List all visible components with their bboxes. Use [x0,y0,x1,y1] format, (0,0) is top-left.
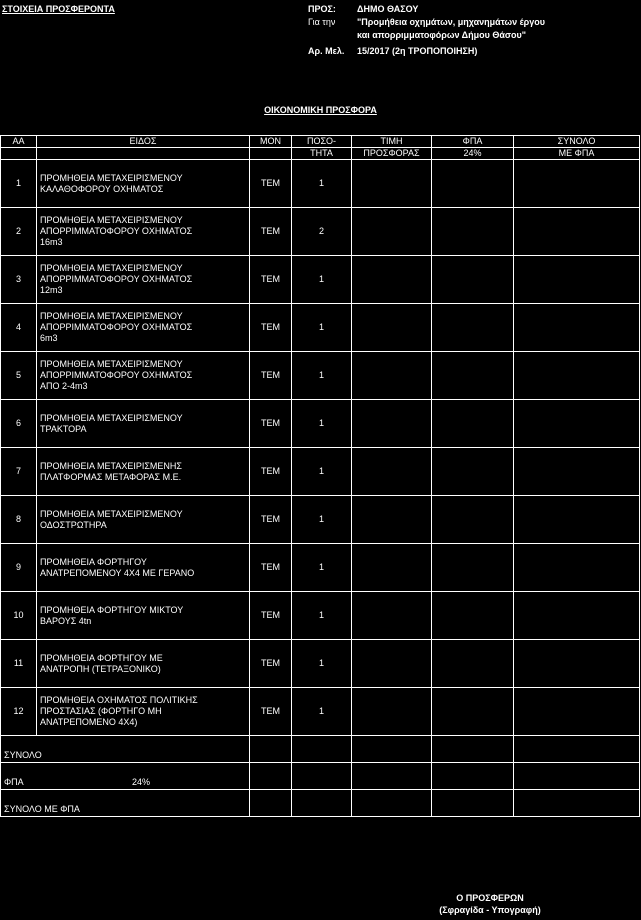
item-description-line: ΠΡΟΜΗΘΕΙΑ ΜΕΤΑΧΕΙΡΙΣΜΕΝΗΣ [40,460,182,471]
vat-cell[interactable] [432,160,514,208]
empty-cell [250,736,292,763]
table-row [1,160,640,208]
item-description-line: 6m3 [40,333,58,343]
total-cell[interactable] [514,160,640,208]
to-label: ΠΡΟΣ: [308,4,336,14]
row-number: 6 [1,400,37,448]
price-cell[interactable] [352,304,432,352]
price-cell[interactable] [352,592,432,640]
quantity: 1 [292,160,352,208]
vat-cell[interactable] [432,448,514,496]
total-label: ΣΥΝΟΛΟ [1,736,250,763]
grand-total-label: ΣΥΝΟΛΟ ΜΕ ΦΠΑ [1,790,250,817]
col-unit: ΜΟΝ [250,136,292,148]
item-description [37,640,250,688]
item-description-line: ΒΑΡΟΥΣ 4tn [40,615,92,626]
item-description-line: ΠΡΟΜΗΘΕΙΑ ΜΕΤΑΧΕΙΡΙΣΜΕΝΟΥ [40,263,183,273]
quantity: 1 [292,496,352,544]
summary-grand-total-row [1,790,640,817]
item-description-line: ΚΑΛΑΘΟΦΟΡΟΥ ΟΧΗΜΑΤΟΣ [40,183,164,194]
row-number: 1 [1,160,37,208]
vat-cell[interactable] [432,304,514,352]
empty-cell [250,763,292,790]
vat-label-cell [1,763,250,790]
item-description [37,400,250,448]
item-description-line: ΠΡΟΜΗΘΕΙΑ ΜΕΤΑΧΕΙΡΙΣΜΕΝΟΥ [40,311,183,321]
col-aa: ΑΑ [1,136,37,148]
unit: ΤΕΜ [250,304,292,352]
offer-table [0,135,640,817]
signature-block [390,892,590,916]
col-price: ΤΙΜΗ [352,136,432,148]
empty-cell [352,763,432,790]
quantity: 1 [292,688,352,736]
quantity: 1 [292,640,352,688]
page-title: ΟΙΚΟΝΟΜΙΚΗ ΠΡΟΣΦΟΡΑ [264,105,377,115]
item-description-line: ΠΡΟΜΗΘΕΙΑ ΜΕΤΑΧΕΙΡΙΣΜΕΝΟΥ [40,508,183,519]
price-cell[interactable] [352,256,432,304]
total-cell[interactable] [514,688,640,736]
empty-cell [292,736,352,763]
item-description-line: 16m3 [40,237,63,247]
item-description-line: ΠΡΟΣΤΑΣΙΑΣ (ΦΟΡΤΗΓΟ ΜΗ [40,706,162,716]
bidder-details-heading: ΣΤΟΙΧΕΙΑ ΠΡΟΣΦΕΡΟΝΤΑ [2,4,115,14]
empty-cell [352,736,432,763]
unit: ΤΕΜ [250,208,292,256]
total-cell[interactable] [514,352,640,400]
row-number: 7 [1,448,37,496]
table-row [1,496,640,544]
project-title-line-1: "Προμήθεια οχημάτων, μηχανημάτων έργου [357,17,545,27]
unit: ΤΕΜ [250,688,292,736]
item-description-line: ΠΡΟΜΗΘΕΙΑ ΜΕΤΑΧΕΙΡΙΣΜΕΝΟΥ [40,172,183,183]
empty-cell [1,148,37,160]
price-cell[interactable] [352,160,432,208]
quantity: 1 [292,400,352,448]
item-description-line: ΠΡΟΜΗΘΕΙΑ ΜΕΤΑΧΕΙΡΙΣΜΕΝΟΥ [40,215,183,225]
col-qty-2: ΤΗΤΑ [292,148,352,160]
row-number: 3 [1,256,37,304]
total-cell[interactable] [514,208,640,256]
empty-cell [432,736,514,763]
item-description [37,592,250,640]
table-row [1,208,640,256]
item-description [37,160,250,208]
vat-rate: 24% [132,777,151,787]
vat-cell[interactable] [432,592,514,640]
item-description [37,688,250,736]
item-description-line: ΑΝΑΤΡΕΠΟΜΕΝΟ 4Χ4) [40,717,138,727]
total-cell[interactable] [514,448,640,496]
item-description-line: ΑΝΑΤΡΕΠΟΜΕΝΟΥ 4Χ4 ΜΕ ΓΕΡΑΝΟ [40,567,195,578]
item-description [37,304,250,352]
table-row [1,352,640,400]
vat-cell[interactable] [432,256,514,304]
table-row [1,688,640,736]
total-cell[interactable] [514,496,640,544]
col-vat-2: 24% [432,148,514,160]
item-description-line: ΠΡΟΜΗΘΕΙΑ ΜΕΤΑΧΕΙΡΙΣΜΕΝΟΥ [40,359,183,369]
row-number: 11 [1,640,37,688]
item-description [37,496,250,544]
col-total: ΣΥΝΟΛΟ [514,136,640,148]
vat-cell[interactable] [432,400,514,448]
vat-label: ΦΠΑ [4,777,24,787]
col-total-2: ΜΕ ΦΠΑ [514,148,640,160]
unit: ΤΕΜ [250,352,292,400]
price-cell[interactable] [352,640,432,688]
col-price-2: ΠΡΟΣΦΟΡΑΣ [352,148,432,160]
table-row [1,544,640,592]
signature-note: (Σφραγίδα - Υπογραφή) [439,905,541,915]
unit: ΤΕΜ [250,256,292,304]
item-description [37,208,250,256]
summary-total-row [1,736,640,763]
price-cell[interactable] [352,688,432,736]
row-number: 8 [1,496,37,544]
total-value-cell[interactable] [514,736,640,763]
unit: ΤΕΜ [250,448,292,496]
to-value: ΔΗΜΟ ΘΑΣΟΥ [357,4,419,14]
unit: ΤΕΜ [250,496,292,544]
ref-value: 15/2017 (2η ΤΡΟΠΟΠΟΙΗΣΗ) [357,46,478,56]
item-description-line: ΠΡΟΜΗΘΕΙΑ ΦΟΡΤΗΓΟΥ ΜΕ [40,652,163,663]
vat-cell[interactable] [432,496,514,544]
empty-cell [292,790,352,817]
vat-value-cell[interactable] [514,763,640,790]
quantity: 1 [292,304,352,352]
unit: ΤΕΜ [250,400,292,448]
row-number: 9 [1,544,37,592]
project-title-line-2: και απορριμματοφόρων Δήμου Θάσου" [357,30,527,40]
total-cell[interactable] [514,256,640,304]
item-description-line: ΑΝΑΤΡΟΠΗ (ΤΕΤΡΑΞΟΝΙΚΟ) [40,663,161,674]
table-row [1,592,640,640]
item-description-line: ΠΡΟΜΗΘΕΙΑ ΦΟΡΤΗΓΟΥ [40,556,147,567]
row-number: 4 [1,304,37,352]
item-description-line: ΠΡΟΜΗΘΕΙΑ ΜΕΤΑΧΕΙΡΙΣΜΕΝΟΥ [40,412,183,423]
item-description-line: ΟΔΟΣΤΡΩΤΗΡΑ [40,519,107,530]
empty-cell [432,790,514,817]
price-cell[interactable] [352,496,432,544]
price-cell[interactable] [352,400,432,448]
vat-cell[interactable] [432,544,514,592]
item-description-line: ΑΠΟΡΡΙΜΜΑΤΟΦΟΡΟΥ ΟΧΗΜΑΤΟΣ [40,370,193,380]
table-row [1,640,640,688]
item-description-line: ΠΡΟΜΗΘΕΙΑ ΟΧΗΜΑΤΟΣ ΠΟΛΙΤΙΚΗΣ [40,695,198,705]
quantity: 2 [292,208,352,256]
item-description-line: ΠΛΑΤΦΟΡΜΑΣ ΜΕΤΑΦΟΡΑΣ Μ.Ε. [40,471,182,482]
price-cell[interactable] [352,448,432,496]
quantity: 1 [292,544,352,592]
item-description [37,448,250,496]
item-description [37,256,250,304]
item-description-line: ΑΠΟ 2-4m3 [40,381,88,391]
vat-cell[interactable] [432,688,514,736]
header-row-1 [1,136,640,148]
empty-cell [250,148,292,160]
row-number: 2 [1,208,37,256]
empty-cell [37,148,250,160]
col-vat: ΦΠΑ [432,136,514,148]
empty-cell [352,790,432,817]
item-description-line: ΤΡΑΚΤΟΡΑ [40,423,87,434]
empty-cell [292,763,352,790]
quantity: 1 [292,256,352,304]
vat-cell[interactable] [432,352,514,400]
price-cell[interactable] [352,208,432,256]
item-description [37,544,250,592]
unit: ΤΕΜ [250,544,292,592]
quantity: 1 [292,448,352,496]
item-description-line: ΠΡΟΜΗΘΕΙΑ ΦΟΡΤΗΓΟΥ ΜΙΚΤΟΥ [40,604,184,615]
table-row [1,400,640,448]
empty-cell [250,790,292,817]
total-cell[interactable] [514,304,640,352]
row-number: 5 [1,352,37,400]
unit: ΤΕΜ [250,592,292,640]
header-row-2 [1,148,640,160]
item-description-line: 12m3 [40,285,63,295]
unit: ΤΕΜ [250,640,292,688]
total-cell[interactable] [514,640,640,688]
row-number: 12 [1,688,37,736]
vat-cell[interactable] [432,208,514,256]
ref-label: Αρ. Μελ. [308,46,345,56]
table-row [1,256,640,304]
signature-title: Ο ΠΡΟΣΦΕΡΩΝ [456,893,524,903]
col-qty: ΠΟΣΟ- [292,136,352,148]
total-cell[interactable] [514,400,640,448]
quantity: 1 [292,592,352,640]
grand-total-value-cell[interactable] [514,790,640,817]
item-description [37,352,250,400]
price-cell[interactable] [352,544,432,592]
for-label: Για την [308,17,336,27]
item-description-line: ΑΠΟΡΡΙΜΜΑΤΟΦΟΡΟΥ ΟΧΗΜΑΤΟΣ [40,274,193,284]
item-description-line: ΑΠΟΡΡΙΜΜΑΤΟΦΟΡΟΥ ΟΧΗΜΑΤΟΣ [40,322,193,332]
summary-vat-row [1,763,640,790]
total-cell[interactable] [514,592,640,640]
table-row [1,304,640,352]
price-cell[interactable] [352,352,432,400]
vat-cell[interactable] [432,640,514,688]
row-number: 10 [1,592,37,640]
item-description-line: ΑΠΟΡΡΙΜΜΑΤΟΦΟΡΟΥ ΟΧΗΜΑΤΟΣ [40,226,193,236]
quantity: 1 [292,352,352,400]
empty-cell [432,763,514,790]
table-row [1,448,640,496]
col-item: ΕΙΔΟΣ [37,136,250,148]
unit: ΤΕΜ [250,160,292,208]
total-cell[interactable] [514,544,640,592]
